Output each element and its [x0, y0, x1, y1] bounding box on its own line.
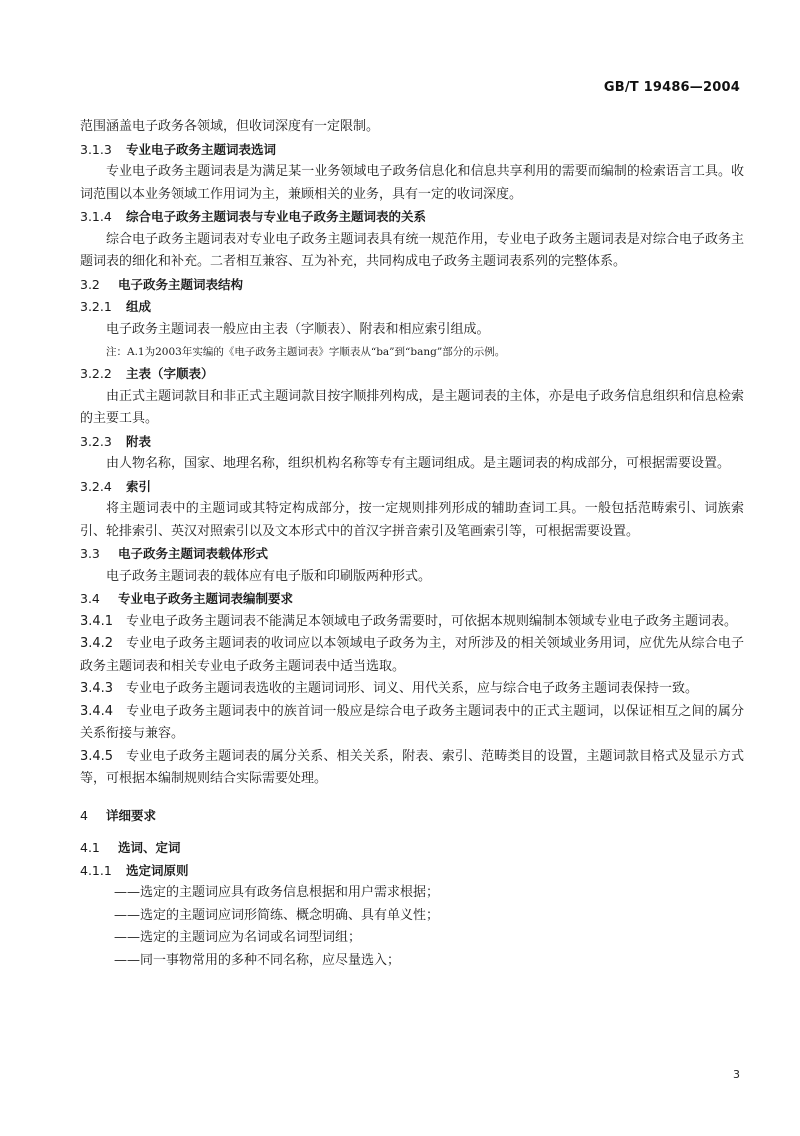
section-number: 3.2: [80, 276, 100, 292]
section-number: 3.2.1: [80, 299, 112, 314]
item-number: 3.4.3: [80, 681, 114, 696]
dash-item: ——选定的主题词应具有政务信息根据和用户需求根据；: [114, 885, 440, 900]
item-text: 专业电子政务主题词表的属分关系、相关关系，附表、索引、范畴类目的设置，主题词款目格式及显示方式等，可根据本编制规则结合实际需要处理。: [80, 748, 744, 786]
section-title: 选词、定词: [118, 840, 181, 855]
item-number: 3.4.5: [80, 748, 114, 764]
page-content: [80, 116, 744, 972]
item-3-4-5: [80, 746, 744, 791]
heading-3-2-4: [80, 476, 744, 499]
section-number: 4: [80, 807, 88, 823]
section-number: 3.2.4: [80, 478, 112, 494]
paragraph-3-3: 电子政务主题词表的载体应有电子版和印刷版两种形式。: [106, 568, 432, 584]
item-3-4-3: [80, 678, 744, 701]
item-text: 专业电子政务主题词表的收词应以本领域电子政务为主，对所涉及的相关领域业务用词，应优先从综合电子政务主题词表和相关专业电子政务主题词表中适当选取。: [80, 636, 744, 674]
paragraph-3-2-2: 由正式主题词款目和非正式主题词款目按字顺排列构成，是主题词表的主体，亦是电子政务信息组织和信息检索的主要工具。: [80, 388, 744, 426]
page-number: 3: [733, 1068, 740, 1081]
section-title: 电子政务主题词表结构: [118, 276, 244, 292]
section-title: 组成: [126, 299, 152, 314]
section-title: 主表（字顺表）: [126, 366, 214, 381]
section-number: 3.2.2: [80, 366, 112, 381]
section-title: 索引: [126, 478, 152, 494]
heading-3-3: [80, 543, 744, 566]
continued-paragraph: 范围涵盖电子政务各领域，但收词深度有一定限制。: [80, 119, 380, 134]
section-title: 选定词原则: [126, 862, 189, 878]
dash-item: ——选定的主题词应为名词或名词型词组；: [114, 930, 362, 945]
heading-3-1-4: [80, 206, 744, 229]
dash-item: ——同一事物常用的多种不同名称，应尽量选入；: [114, 952, 401, 968]
section-number: 4.1.1: [80, 862, 112, 878]
heading-4-1-1: [80, 860, 744, 883]
item-text: 专业电子政务主题词表选收的主题词词形、词义、用代关系，应与综合电子政务主题词表保持一致。: [126, 681, 699, 696]
heading-3-2: [80, 274, 744, 297]
section-title: 附表: [126, 433, 152, 449]
heading-3-1-3: [80, 139, 744, 162]
item-number: 3.4.2: [80, 636, 114, 651]
section-number: 3.3: [80, 546, 100, 561]
section-number: 3.1.4: [80, 209, 112, 224]
paragraph-3-1-4: 综合电子政务主题词表对专业电子政务主题词表具有统一规范作用，专业电子政务主题词表是对综合电子政务主题词表的细化和补充。二者相互兼容、互为补充，共同构成电子政务主题词表系列的完整体系。: [80, 231, 744, 269]
section-number: 4.1: [80, 840, 100, 855]
section-number: 3.1.3: [80, 141, 112, 157]
item-text: 专业电子政务主题词表中的族首词一般应是综合电子政务主题词表中的正式主题词，以保证相互之间的属分关系衔接与兼容。: [80, 703, 744, 741]
section-number: 3.2.3: [80, 433, 112, 449]
section-title: 详细要求: [106, 807, 157, 823]
dash-item: ——选定的主题词应词形简练、概念明确、具有单义性；: [114, 907, 440, 923]
section-title: 专业电子政务主题词表选词: [126, 141, 277, 157]
item-text: 专业电子政务主题词表不能满足本领域电子政务需要时，可依据本规则编制本领域专业电子政务主题词表。: [126, 613, 738, 629]
item-number: 3.4.1: [80, 613, 114, 629]
heading-3-4: [80, 588, 744, 611]
section-number: 3.4: [80, 591, 100, 606]
item-3-4-4: [80, 701, 744, 746]
item-number: 3.4.4: [80, 703, 114, 719]
section-title: 电子政务主题词表载体形式: [118, 546, 269, 561]
heading-3-2-1: [80, 296, 744, 319]
note-3-2-1: 注：A.1为2003年实编的《电子政务主题词表》字顺表从“ba”到“bang”部分的示例。: [106, 346, 506, 358]
paragraph-3-1-3: 专业电子政务主题词表是为满足某一业务领域电子政务信息化和信息共享利用的需要而编制的检索语言工具。收词范围以本业务领域工作用词为主，兼顾相关的业务，具有一定的收词深度。: [80, 164, 744, 202]
heading-chapter-4: [80, 805, 744, 828]
heading-3-2-2: [80, 363, 744, 386]
item-3-4-1: [80, 611, 744, 634]
paragraph-3-2-3: 由人物名称，国家、地理名称，组织机构名称等专有主题词组成。是主题词表的构成部分，可根据需要设置。: [106, 456, 731, 471]
paragraph-3-2-4: 将主题词表中的主题词或其特定构成部分，按一定规则排列形成的辅助查词工具。一般包括范畴索引、词族索引、轮排索引、英汉对照索引以及文本形式中的首汉字拼音索引及笔画索引等，可根据需要设置。: [80, 501, 744, 539]
section-title: 专业电子政务主题词表编制要求: [118, 591, 294, 606]
heading-3-2-3: [80, 431, 744, 454]
heading-4-1: [80, 837, 744, 860]
standard-code: GB/T 19486—2004: [603, 80, 740, 95]
paragraph-3-2-1: 电子政务主题词表一般应由主表（字顺表）、附表和相应索引组成。: [106, 321, 490, 337]
section-title: 综合电子政务主题词表与专业电子政务主题词表的关系: [126, 209, 427, 224]
item-3-4-2: [80, 633, 744, 678]
